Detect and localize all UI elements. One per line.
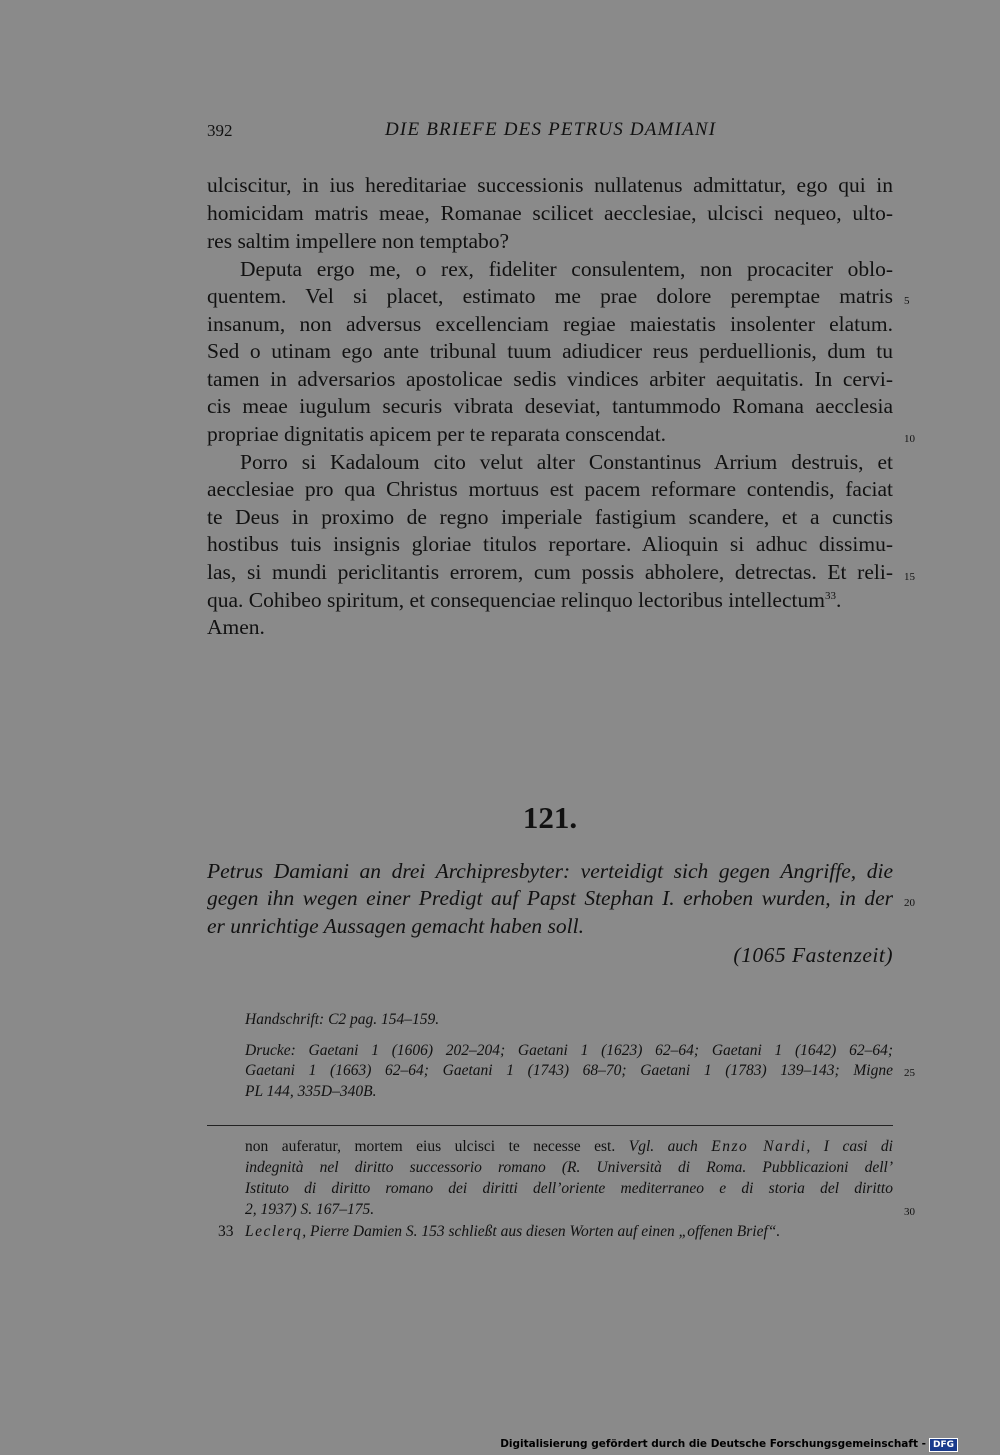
- body-line: tamen in adversarios apostolicae sedis vindices arbiter aequitatis. In cervi-: [207, 367, 893, 391]
- summary-line: Petrus Damiani an drei Archipresbyter: verteidigt sich gegen Angriffe, die: [207, 859, 893, 883]
- footnote-line: [245, 1138, 893, 1156]
- dfg-logo: DFG: [929, 1438, 958, 1452]
- footnote-author: Leclerq: [245, 1223, 303, 1240]
- letter-number: 121.: [522, 800, 578, 835]
- footnote-author: Enzo Nardi: [711, 1138, 807, 1155]
- summary-line: er unrichtige Aussagen gemacht haben soll.: [207, 914, 584, 938]
- body-line: aecclesiae pro qua Christus mortuus est pacem reformare contendis, faciat: [207, 477, 893, 501]
- footnote-text: Vgl. auch: [628, 1138, 712, 1155]
- body-line: las, si mundi periclitantis errorem, cum possis abholere, detrectas. Et reli-: [207, 560, 893, 584]
- prints-line: Gaetani 1 (1663) 62–64; Gaetani 1 (1743) 68–70; Gaetani 1 (1783) 139–143; Migne: [245, 1062, 893, 1079]
- body-line: quentem. Vel si placet, estimato me prae dolore peremptae matris: [207, 284, 893, 308]
- body-line: insanum, non adversus excellenciam regiae maiestatis insolenter elatum.: [207, 312, 893, 336]
- credit-text: Digitalisierung gefördert durch die Deutsche Forschungsgemeinschaft -: [500, 1438, 926, 1450]
- body-line: ulciscitur, in ius hereditariae successionis nullatenus admittatur, ego qui in: [207, 173, 893, 197]
- manuscript-info: Handschrift: C2 pag. 154–159.: [245, 1011, 440, 1028]
- body-line: Sed o utinam ego ante tribunal tuum adiudicer reus perduellionis, dum tu: [207, 339, 893, 363]
- footnote-number: 33: [218, 1223, 234, 1240]
- body-line: res saltim impellere non temptabo?: [207, 229, 510, 253]
- prints-line: Drucke: Gaetani 1 (1606) 202–204; Gaetani 1 (1623) 62–64; Gaetani 1 (1642) 62–64;: [245, 1042, 893, 1059]
- footnote-text: , I casi di: [806, 1138, 893, 1155]
- running-title: DIE BRIEFE DES PETRUS DAMIANI: [385, 119, 717, 140]
- summary-line: gegen ihn wegen einer Predigt auf Papst Stephan I. erhoben wurden, in der: [207, 886, 893, 910]
- body-line: Deputa ergo me, o rex, fideliter consulentem, non procaciter oblo-: [240, 257, 893, 281]
- body-line: cis meae iugulum securis vibrata deseviat, tantummodo Romana aecclesia: [207, 394, 893, 418]
- page-number: 392: [207, 121, 233, 140]
- body-line: homicidam matris meae, Romanae scilicet aecclesiae, ulcisci nequeo, ulto-: [207, 201, 893, 225]
- footnote-line: Istituto di diritto romano dei diritti dell’oriente mediterraneo e di storia del diritto: [245, 1180, 893, 1197]
- letter-date: (1065 Fastenzeit): [733, 943, 893, 967]
- body-line: [207, 588, 893, 613]
- footnote-33: [245, 1223, 780, 1241]
- line-number: 30: [904, 1206, 915, 1218]
- body-line: Porro si Kadaloum cito velut alter Constantinus Arrium destruis, et: [240, 450, 893, 474]
- footnote-text: non auferatur, mortem eius ulcisci te necesse est.: [245, 1138, 629, 1155]
- line-number: 15: [904, 571, 915, 583]
- body-line-text: qua. Cohibeo spiritum, et consequenciae relinquo lectoribus intellectum: [207, 588, 825, 612]
- footnote-line: indegnità nel diritto successorio romano (R. Università di Roma. Pubblicazioni dell’: [245, 1159, 893, 1176]
- body-line: hostibus tuis insignis gloriae titulos reportare. Alioquin si adhuc dissimu-: [207, 532, 893, 556]
- line-number: 5: [904, 295, 910, 307]
- line-number: 25: [904, 1067, 915, 1079]
- body-line-period: .: [835, 588, 842, 612]
- digitization-credit: [500, 1438, 958, 1452]
- body-line: te Deus in proximo de regno imperiale fastigium scandere, et a cunctis: [207, 505, 893, 529]
- body-line: Amen.: [207, 615, 265, 639]
- line-number: 20: [904, 897, 915, 909]
- body-line: propriae dignitatis apicem per te reparata conscendat.: [207, 422, 667, 446]
- footnote-line: 2, 1937) S. 167–175.: [245, 1201, 375, 1218]
- line-number: 10: [904, 433, 915, 445]
- footnote-ref-33[interactable]: 33: [824, 589, 836, 602]
- footnote-text: , Pierre Damien S. 153 schließt aus diesen Worten auf einen „offenen Brief“.: [302, 1223, 781, 1240]
- footnote-divider: [207, 1125, 893, 1126]
- prints-line: PL 144, 335D–340B.: [245, 1083, 377, 1100]
